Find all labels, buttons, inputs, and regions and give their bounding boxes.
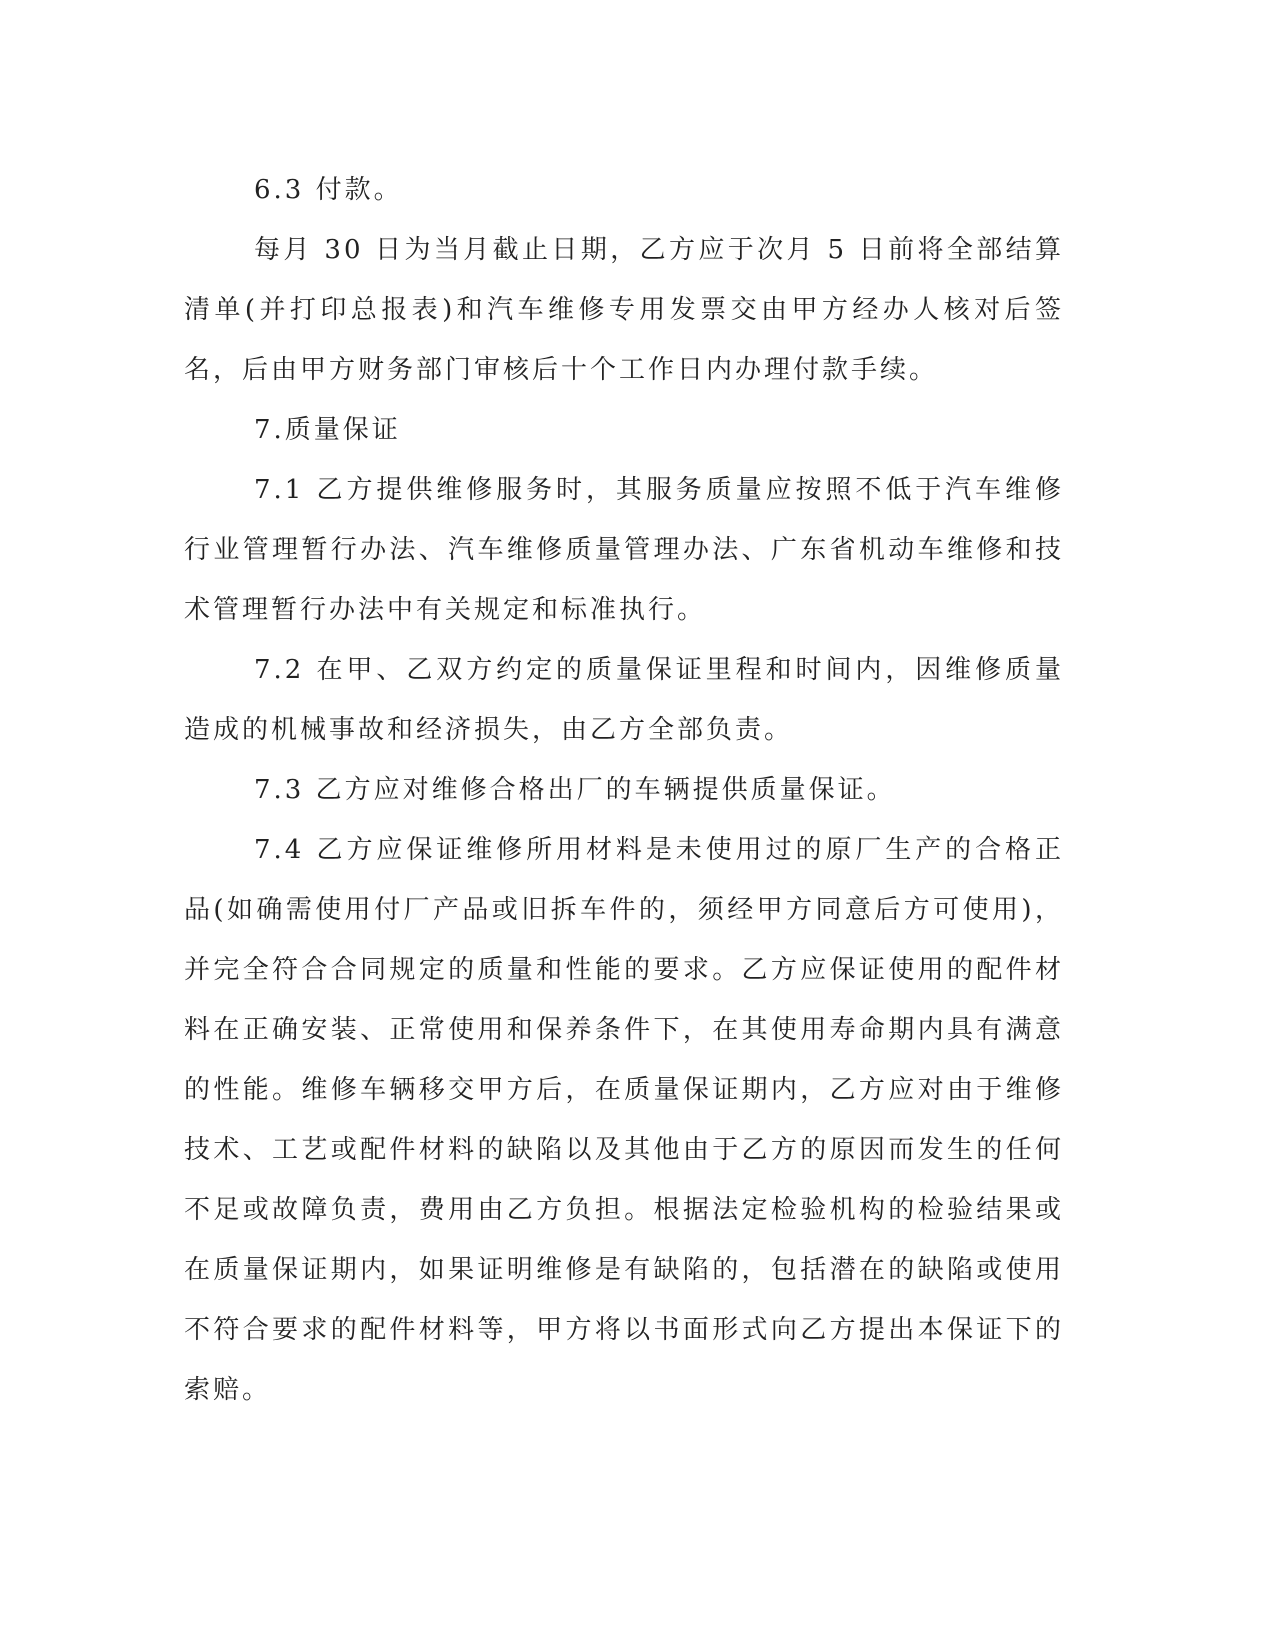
- section-7-1-paragraph: 7.1 乙方提供维修服务时，其服务质量应按照不低于汽车维修行业管理暂行办法、汽车维修质量管理办法、广东省机动车维修和技术管理暂行办法中有关规定和标准执行。: [184, 475, 1064, 625]
- section-6-3-heading: 6.3 付款。: [254, 175, 403, 205]
- section-7-2-paragraph: 7.2 在甲、乙双方约定的质量保证里程和时间内，因维修质量造成的机械事故和经济损失，由乙方全部负责。: [184, 655, 1064, 745]
- document-body: [184, 160, 1064, 1420]
- section-6-3-paragraph: 每月 30 日为当月截止日期，乙方应于次月 5 日前将全部结算清单(并打印总报表)和汽车维修专用发票交由甲方经办人核对后签名，后由甲方财务部门审核后十个工作日内办理付款手续。: [184, 235, 1064, 385]
- section-7-3-paragraph: 7.3 乙方应对维修合格出厂的车辆提供质量保证。: [254, 775, 896, 805]
- section-7-heading: 7.质量保证: [254, 415, 401, 445]
- section-7-4-paragraph: 7.4 乙方应保证维修所用材料是未使用过的原厂生产的合格正品(如确需使用付厂产品或旧拆车件的，须经甲方同意后方可使用)，并完全符合合同规定的质量和性能的要求。乙方应保证使用的配件材料在正确安装、正常使用和保养条件下，在其使用寿命期内具有满意的性能。维修车辆移交甲方后，在质量保证期内，乙方应对由于维修技术、工艺或配件材料的缺陷以及其他由于乙方的原因而发生的任何不足或故障负责，费用由乙方负担。根据法定检验机构的检验结果或在质量保证期内，如果证明维修是有缺陷的，包括潜在的缺陷或使用不符合要求的配件材料等，甲方将以书面形式向乙方提出本保证下的索赔。: [184, 835, 1064, 1405]
